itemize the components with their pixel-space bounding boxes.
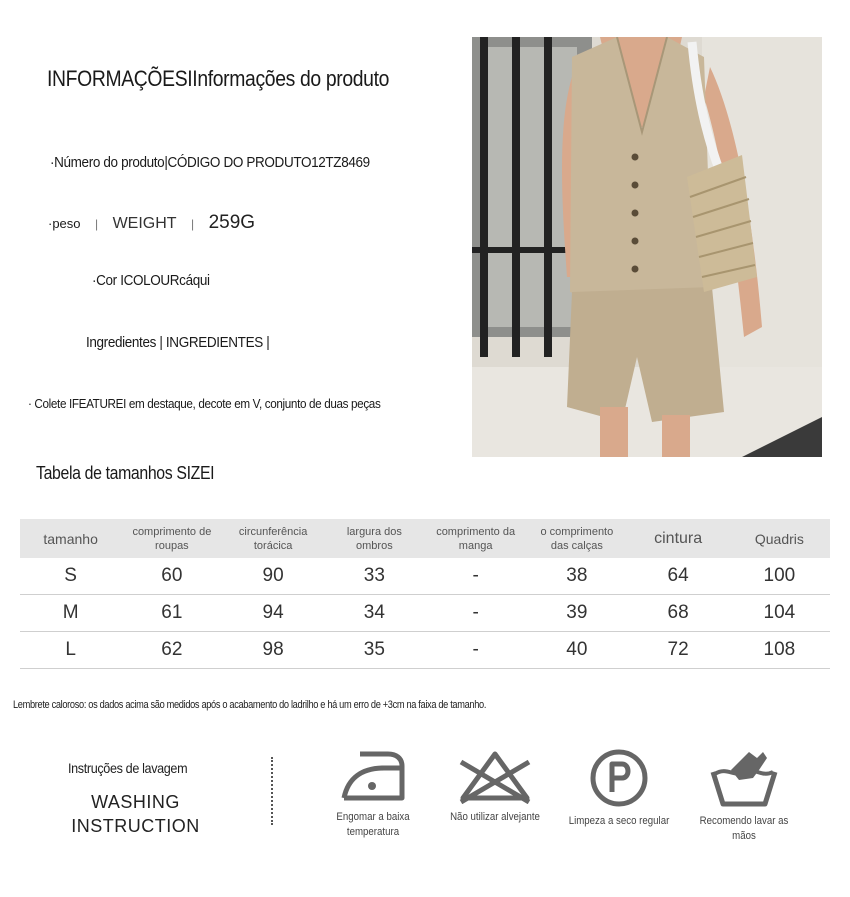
size-table-header: circunferência torácica	[223, 519, 324, 558]
weight-value: 259G	[208, 212, 256, 233]
no-bleach-icon	[455, 748, 535, 804]
care-label: Não utilizar alvejante	[450, 811, 540, 823]
iron-low-temperature-icon	[338, 748, 408, 804]
table-cell: L	[20, 632, 121, 669]
table-cell: 98	[223, 632, 324, 669]
table-cell: -	[425, 558, 526, 595]
product-number: ·Número do produto|CÓDIGO DO PRODUTO12TZ8469	[50, 154, 370, 171]
weight-label: ·peso	[48, 216, 81, 231]
ingredients-row: Ingredientes | INGREDIENTES |	[86, 334, 270, 351]
table-cell: 64	[628, 558, 729, 595]
dry-clean-p-icon	[587, 748, 651, 808]
table-cell: -	[425, 632, 526, 669]
table-cell: 38	[526, 558, 627, 595]
product-photo	[472, 37, 822, 457]
weight-row	[48, 212, 255, 234]
care-label: Recomendo lavar as mãos	[699, 815, 789, 842]
washing-divider	[271, 757, 273, 825]
weight-label-en: WEIGHT	[112, 215, 177, 232]
size-table-title: Tabela de tamanhos SIZEI	[36, 463, 215, 483]
table-row	[20, 558, 830, 595]
size-table-header: largura dos ombros	[324, 519, 425, 558]
washing-title-en: WASHING INSTRUCTION	[71, 792, 200, 836]
table-cell: -	[425, 595, 526, 632]
product-info-title: INFORMAÇÕESIInformações do produto	[47, 66, 390, 91]
table-cell: 33	[324, 558, 425, 595]
table-cell: 60	[121, 558, 222, 595]
table-cell: 40	[526, 632, 627, 669]
table-row	[20, 632, 830, 669]
table-cell: 90	[223, 558, 324, 595]
table-cell: 104	[729, 595, 830, 632]
size-table-header: comprimento da manga	[425, 519, 526, 558]
table-cell: 34	[324, 595, 425, 632]
table-cell: 35	[324, 632, 425, 669]
care-item-dry-clean	[559, 748, 679, 829]
table-cell: 61	[121, 595, 222, 632]
size-table-header: tamanho	[20, 519, 121, 558]
size-table	[20, 519, 830, 669]
table-cell: S	[20, 558, 121, 595]
care-label: Limpeza a seco regular	[568, 815, 670, 827]
size-table-header-row	[20, 519, 830, 558]
size-table-header: Quadris	[729, 519, 830, 558]
table-cell: 94	[223, 595, 324, 632]
care-label: Engomar a baixa temperatura	[336, 811, 410, 838]
table-cell: 100	[729, 558, 830, 595]
table-cell: M	[20, 595, 121, 632]
hand-wash-icon	[709, 748, 779, 808]
care-item-no-bleach	[435, 748, 555, 825]
size-tip: Lembrete caloroso: os dados acima são medidos após o acabamento do ladrilho e há um erro de +3cm na faixa de tamanho.	[13, 699, 487, 711]
care-item-iron	[313, 748, 433, 840]
product-photo-illustration	[472, 37, 822, 457]
weight-separator: |	[191, 217, 195, 231]
table-row	[20, 595, 830, 632]
feature-row: · Colete IFEATUREI em destaque, decote em V, conjunto de duas peças	[28, 396, 381, 411]
washing-title-pt: Instruções de lavagem	[68, 760, 188, 776]
color-row: ·Cor ICOLOURcáqui	[92, 272, 210, 289]
size-table-header: o comprimento das calças	[526, 519, 627, 558]
size-table-header: comprimento de roupas	[121, 519, 222, 558]
weight-separator: |	[94, 217, 99, 231]
care-item-hand-wash	[684, 748, 804, 844]
table-cell: 39	[526, 595, 627, 632]
table-cell: 72	[628, 632, 729, 669]
size-table-header: cintura	[628, 519, 729, 558]
table-cell: 68	[628, 595, 729, 632]
table-cell: 108	[729, 632, 830, 669]
table-cell: 62	[121, 632, 222, 669]
